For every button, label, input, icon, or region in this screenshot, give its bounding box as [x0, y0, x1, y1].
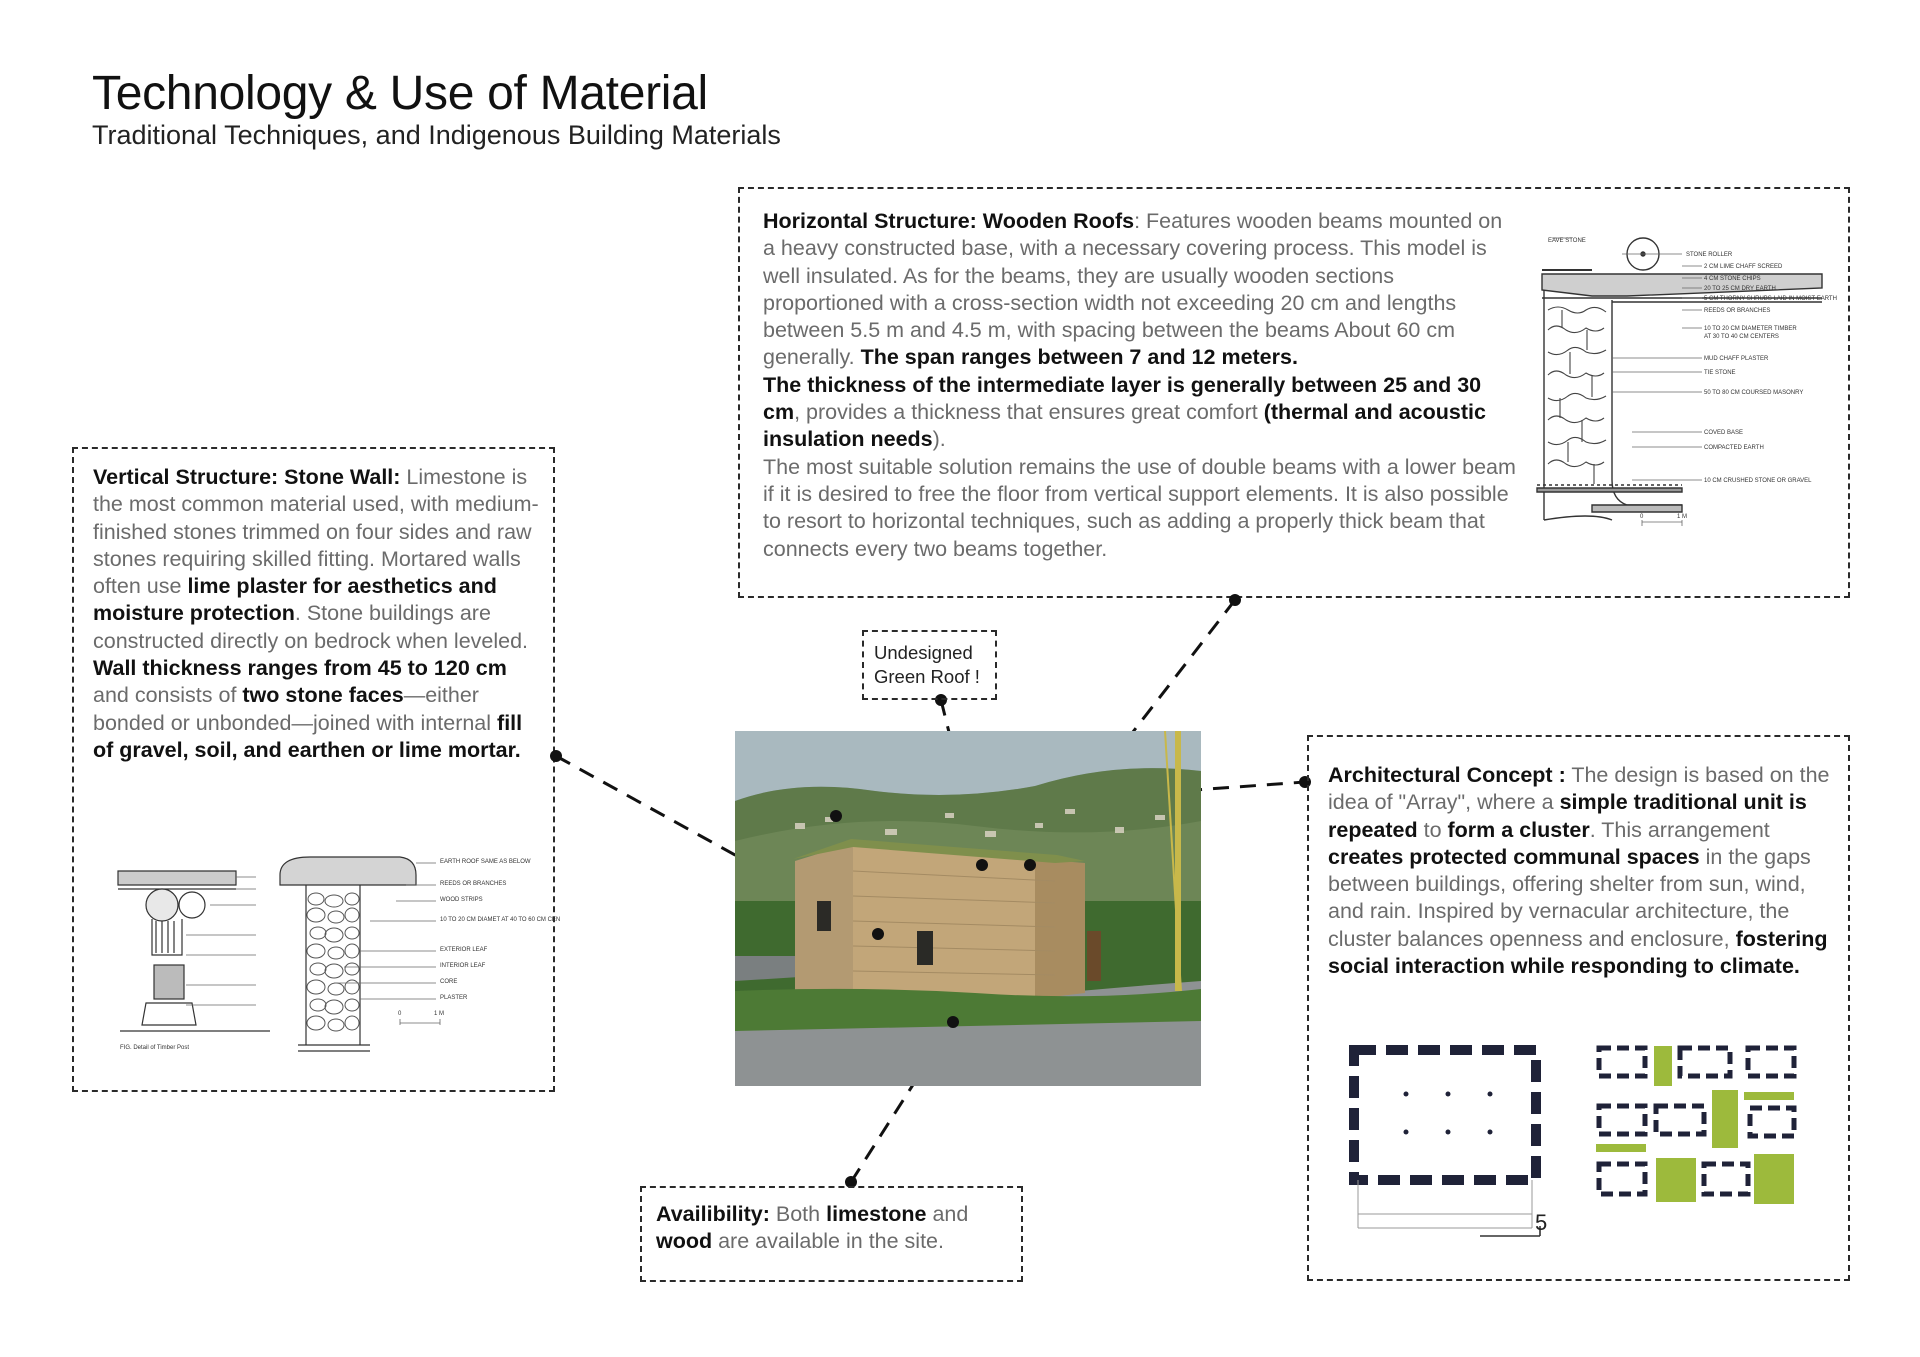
- roof-label-timber: 10 TO 20 CM DIAMETER TIMBER: [1704, 326, 1797, 332]
- wall-label-plaster: PLASTER: [440, 995, 468, 1001]
- wall-label-exterior-leaf: EXTERIOR LEAF: [440, 947, 488, 953]
- wall-scale-zero: 0: [398, 1011, 402, 1017]
- roof-section-sketch: [1532, 230, 1837, 545]
- wall-label-core: CORE: [440, 979, 458, 985]
- roof-label-chips: 4 CM STONE CHIPS: [1704, 276, 1761, 282]
- roof-label-reeds: REEDS OR BRANCHES: [1704, 308, 1771, 314]
- concept-para-2: to: [1417, 817, 1448, 842]
- concept-unit-bold: simple traditional unit is repeated: [1328, 790, 1807, 842]
- roof-span-bold: The span ranges between 7 and 12 meters.: [860, 345, 1298, 370]
- roof-scale-zero: 0: [1640, 514, 1644, 520]
- roof-label-gravel: 10 CM CRUSHED STONE OR GRAVEL: [1704, 478, 1812, 484]
- roof-label-coved-base: COVED BASE: [1704, 430, 1744, 436]
- cluster-diagram: [1594, 1040, 1804, 1210]
- availability-text: [656, 1201, 1011, 1256]
- wall-scale-one: 1 M: [434, 1011, 445, 1017]
- wall-para-3: and consists of: [93, 683, 243, 708]
- wall-text: [93, 464, 541, 764]
- roof-para-1: : Features wooden beams mounted on a heavy constructed base, with a necessary covering process. This model is well insulated. As for the beams, they are usually wooden sections proportioned with a cross-section width not exceeding 20 cm and lengths between 5.5 m and 4.5 m, with spacing between the beams About 60 cm generally.: [763, 209, 1503, 370]
- roof-para-4: The most suitable solution remains the use of double beams with a lower beam if it is desired to free the floor from vertical support elements. It is also possible to resort to horizontal techniques, such as adding a properly thick beam that connects every two beams together.: [763, 454, 1516, 561]
- wall-para-2: . Stone buildings are constructed directly on bedrock when leveled.: [93, 601, 529, 653]
- roof-label-masonry: 50 TO 80 CM COURSED MASONRY: [1704, 390, 1804, 396]
- wall-label-earth-roof: EARTH ROOF SAME AS BELOW: [440, 859, 531, 865]
- roof-scale-one: 1 M: [1677, 514, 1688, 520]
- concept-cluster-bold: form a cluster: [1447, 817, 1590, 842]
- roof-para-2: , provides a thickness that ensures great comfort: [794, 400, 1264, 425]
- roof-label-tie-stone: TIE STONE: [1704, 370, 1736, 376]
- roof-label-centers: AT 30 TO 40 CM CENTERS: [1704, 334, 1779, 340]
- concept-para-4: in the gaps between buildings, offering shelter from sun, wind, and rain. Inspired by vernacular architecture, the cluster balances openness and enclosure,: [1328, 844, 1811, 951]
- concept-para-1: The design is based on the idea of "Array", where a: [1328, 763, 1830, 815]
- availability-para-1: Both: [769, 1202, 827, 1226]
- roof-label-stone-roller: STONE ROLLER: [1686, 252, 1733, 258]
- roof-label-plaster: MUD CHAFF PLASTER: [1704, 356, 1769, 362]
- house-photo: [735, 731, 1201, 1086]
- roof-label-shrubs: 5 CM THORNY SHRUBS LAID IN MOIST EARTH: [1704, 296, 1837, 302]
- concept-text: [1328, 762, 1833, 980]
- page-subtitle: Traditional Techniques, and Indigenous Building Materials: [92, 120, 781, 150]
- plan-scale-label: 5: [1535, 1210, 1548, 1235]
- wall-section-sketch: [110, 855, 561, 1065]
- concept-spaces-bold: creates protected communal spaces: [1328, 844, 1700, 869]
- availability-limestone: limestone: [826, 1202, 927, 1226]
- roof-heading: Horizontal Structure: Wooden Roofs: [763, 209, 1135, 233]
- wall-figure-caption: FIG. Detail of Timber Post: [120, 1045, 190, 1051]
- wall-heading: Vertical Structure: Stone Wall:: [93, 465, 401, 489]
- roof-label-eave-stone: EAVE STONE: [1548, 238, 1586, 244]
- wall-label-interior-leaf: INTERIOR LEAF: [440, 963, 486, 969]
- green-roof-note: [874, 641, 994, 689]
- roof-label-dry-earth: 20 TO 25 CM DRY EARTH: [1704, 286, 1776, 292]
- concept-social-bold: fostering social interaction while responding to climate.: [1328, 926, 1828, 979]
- availability-para-3: are available in the site.: [712, 1229, 944, 1254]
- availability-wood: wood: [656, 1229, 713, 1254]
- green-roof-line-2: Green Roof !: [874, 666, 980, 687]
- roof-label-screed: 2 CM LIME CHAFF SCREED: [1704, 264, 1783, 270]
- availability-para-2: and: [926, 1202, 969, 1226]
- green-roof-line-1: Undesigned: [874, 642, 973, 663]
- wall-para-4: —either bonded or unbonded—joined with internal: [93, 683, 498, 735]
- wall-label-reeds: REEDS OR BRANCHES: [440, 881, 507, 887]
- wall-fill-bold: fill of gravel, soil, and earthen or lime mortar.: [93, 710, 523, 762]
- roof-label-compacted-earth: COMPACTED EARTH: [1704, 445, 1764, 451]
- wall-plaster-bold: lime plaster for aesthetics and moisture protection: [93, 574, 497, 626]
- availability-heading: Availibility:: [656, 1202, 770, 1226]
- concept-para-3: . This arrangement: [1589, 817, 1770, 842]
- wall-label-wood-strips: WOOD STRIPS: [440, 897, 483, 903]
- roof-insulation-bold: (thermal and acoustic insulation needs: [763, 400, 1486, 452]
- wall-label-diameter: 10 TO 20 CM DIAMET AT 40 TO 60 CM CEN: [440, 917, 561, 923]
- roof-text: [763, 208, 1518, 563]
- concept-heading: Architectural Concept :: [1328, 763, 1566, 787]
- roof-para-3: ).: [932, 427, 946, 452]
- wall-para-1: Limestone is the most common material used, with medium-finished stones trimmed on four sides and raw stones requiring skilled fitting. Mortared walls often use: [93, 465, 539, 599]
- page-title: Technology & Use of Material: [92, 67, 708, 120]
- wall-thickness-bold: Wall thickness ranges from 45 to 120 cm: [93, 656, 507, 681]
- roof-thickness-bold: The thickness of the intermediate layer is generally between 25 and 30 cm: [763, 372, 1482, 425]
- wall-faces-bold: two stone faces: [242, 683, 404, 708]
- unit-plan-diagram: [1340, 1040, 1550, 1250]
